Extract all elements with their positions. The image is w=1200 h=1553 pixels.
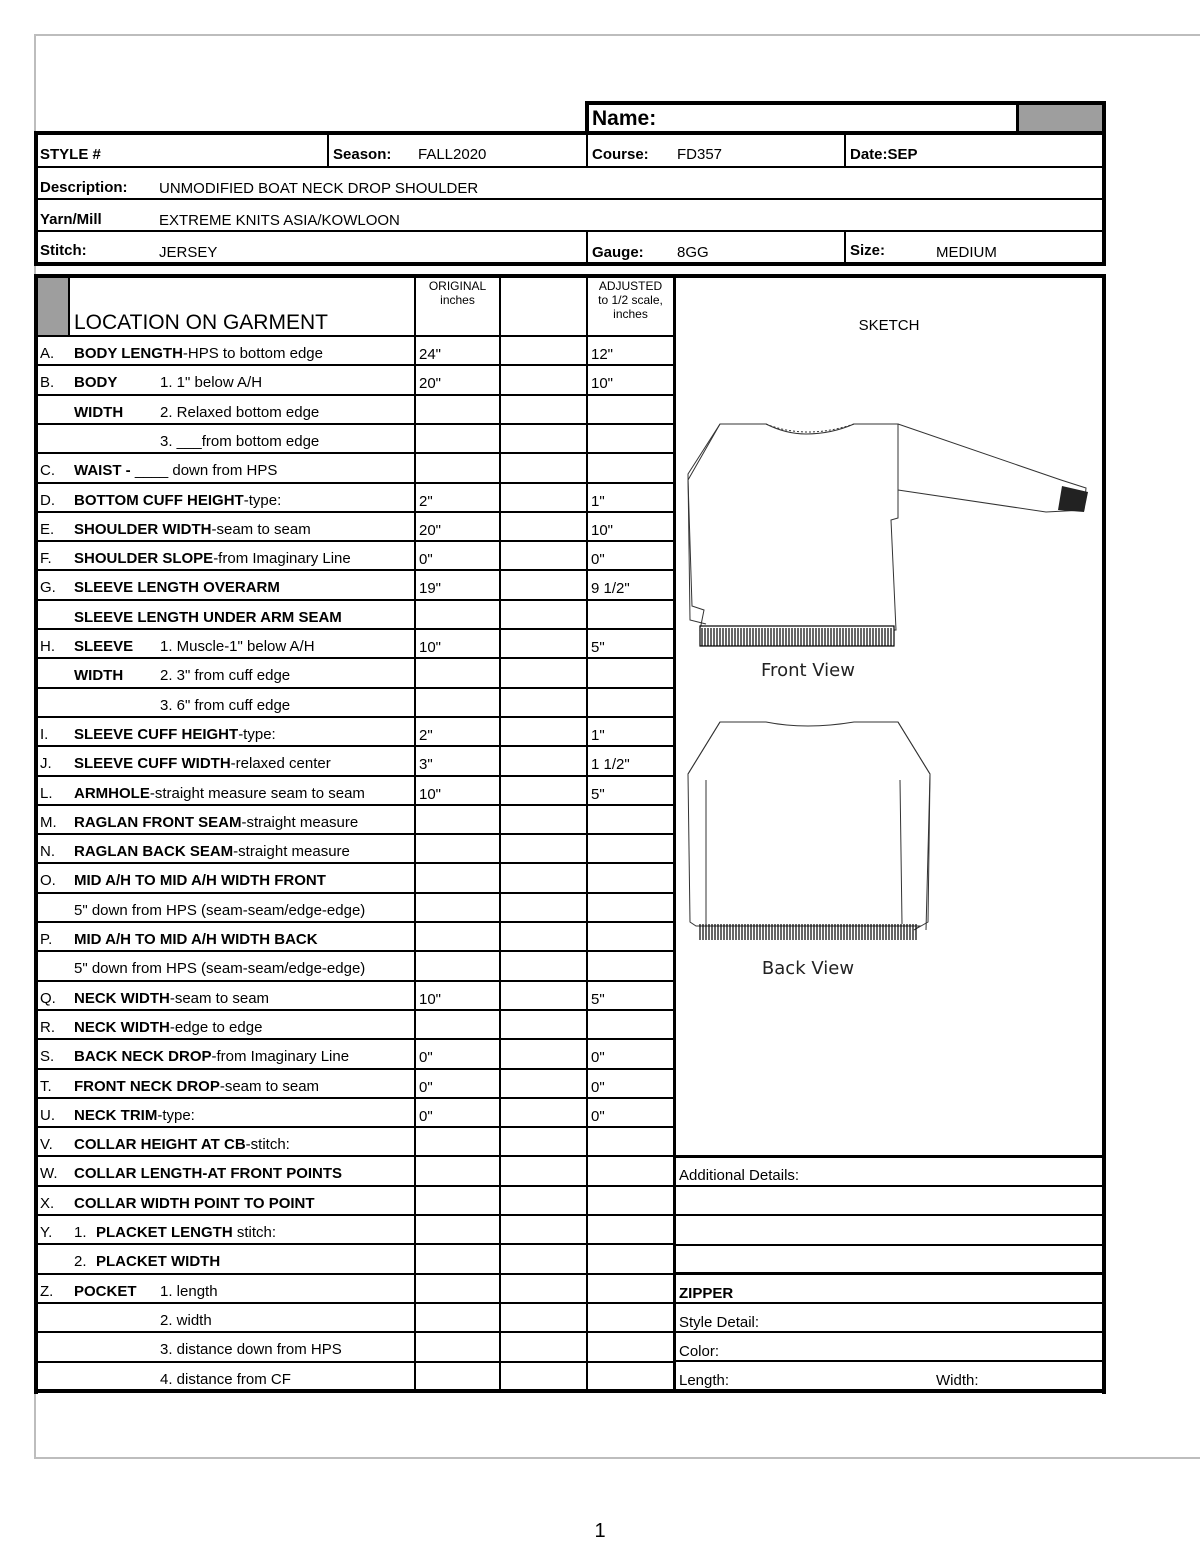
row-label [74,873,326,888]
row-detail: -HPS to bottom edge [182,345,323,362]
row-detail: -stitch: [245,1136,290,1154]
adjusted-header-2: to 1/2 scale, [598,293,663,307]
row-letter: D. [40,491,55,509]
original-value[interactable]: 2" [419,492,433,510]
row-letter: X. [40,1194,55,1212]
row-letter: Y. [40,1224,53,1241]
adjusted-value[interactable]: 9 1/2" [591,580,630,598]
row-label [74,1196,315,1211]
row-label [74,1020,262,1035]
row-bold-label: SHOULDER WIDTH [74,520,212,538]
row-label [74,844,350,859]
row-detail: ____ down from HPS [134,462,278,480]
row-label [74,991,269,1006]
row-detail: -straight measure [233,843,350,861]
size-label: Size: [850,242,886,259]
row-sub-label: 2. width [160,1311,212,1329]
row-bold-label: SLEEVE LENGTH UNDER ARM SEAM [74,608,342,626]
row-letter: L. [40,784,53,802]
row-detail: -edge to edge [169,1018,263,1036]
yarn-value: EXTREME KNITS ASIA/KOWLOON [159,212,400,229]
row-detail: -relaxed center [230,755,331,773]
row-bold-label: NECK WIDTH [74,1018,170,1036]
row-bold-label: SLEEVE CUFF WIDTH [74,755,231,773]
row-letter: Q. [40,989,56,1007]
row-detail: -seam to seam [211,520,311,538]
row-sub-label: 3. distance down from HPS [160,1341,342,1359]
original-header-1: ORIGINAL [428,279,487,293]
row-label [74,1166,342,1181]
row-letter: G. [40,579,56,597]
size-value: MEDIUM [936,244,997,261]
original-value[interactable]: 2" [419,726,433,744]
row-bold-label: WIDTH [74,403,124,421]
row-label [74,1079,319,1094]
row-sub-label: 1. 1" below A/H [160,374,263,392]
front-cuff-rib [1058,486,1088,512]
row-label [74,405,123,420]
name-label: Name: [592,107,657,130]
yarn-label: Yarn/Mill [40,211,102,228]
row-bold-label: BODY [74,374,118,392]
row-detail: -from Imaginary Line [211,1048,350,1066]
row-detail: -straight measure seam to seam [149,784,365,802]
row-label [74,903,365,918]
back-view-sketch [688,722,930,930]
row-detail: -type: [243,491,282,509]
location-header: LOCATION ON GARMENT [74,311,328,334]
front-view-label: Front View [761,660,855,681]
row-letter: C. [40,462,55,480]
row-label [74,1284,137,1299]
name-gray-box [1019,105,1102,133]
row-letter: B. [40,374,55,392]
row-letter: T. [40,1077,52,1095]
row-label [74,727,276,742]
adjusted-value[interactable]: 0" [591,551,605,569]
row-bold-label: PLACKET WIDTH [96,1253,221,1271]
row-letter: E. [40,520,55,538]
style-label: STYLE # [40,146,101,163]
adjusted-value[interactable]: 10" [591,375,614,393]
row-letter: N. [40,843,55,861]
row-label [74,815,358,830]
original-value[interactable]: 0" [419,1049,433,1067]
adjusted-value[interactable]: 0" [591,1049,605,1067]
adjusted-value[interactable]: 0" [591,1078,605,1096]
garment-sketch [676,340,1102,1000]
adjusted-value[interactable]: 5" [591,990,605,1008]
row-letter: V. [40,1136,53,1154]
season-label: Season: [333,146,392,163]
row-label [74,1049,349,1064]
row-bold-label: MID A/H TO MID A/H WIDTH FRONT [74,872,326,890]
adjusted-value[interactable]: 0" [591,1107,605,1125]
row-prefix: 2. [74,1253,87,1271]
row-label [74,961,365,976]
zipper-title: ZIPPER [679,1285,734,1302]
row-letter: I. [40,725,49,743]
row-label [74,580,280,595]
row-label [74,463,277,478]
back-view-label: Back View [761,958,855,979]
row-label [74,346,323,361]
row-prefix: 1. [74,1224,87,1241]
row-letter: M. [40,813,57,831]
original-value[interactable]: 10" [419,639,442,656]
row-bold-label: SLEEVE LENGTH OVERARM [74,579,280,597]
original-value[interactable]: 3" [419,756,433,774]
row-bold-label: RAGLAN FRONT SEAM [74,813,242,831]
front-view-sketch [688,424,1086,630]
row-bold-label: POCKET [74,1282,137,1300]
row-sub-label: 2. 3" from cuff edge [160,667,291,685]
row-sub-label: 4. distance from CF [160,1370,291,1388]
original-value[interactable]: 10" [419,990,442,1008]
row-label [74,668,123,683]
original-value[interactable]: 20" [419,375,442,393]
original-header-2: inches [440,293,475,307]
row-bold-label: BOTTOM CUFF HEIGHT [74,491,244,509]
stitch-label: Stitch: [40,242,87,259]
row-letter: S. [40,1048,55,1066]
row-sub-label: 2. Relaxed bottom edge [160,403,320,421]
adjusted-value[interactable]: 5" [591,785,605,803]
row-bold-label: COLLAR HEIGHT AT CB [74,1136,246,1154]
row-label [74,493,281,508]
row-letter: W. [40,1165,58,1183]
row-sub-label: 1. Muscle-1" below A/H [160,638,315,655]
course-label: Course: [592,146,649,163]
row-label [96,1225,276,1240]
gauge-value: 8GG [677,244,709,261]
row-bold-label: PLACKET LENGTH [96,1224,233,1241]
sketch-header: SKETCH [858,317,920,334]
page-number: 1 [594,1520,606,1542]
row-letter: P. [40,931,53,948]
row-detail: 5" down from HPS (seam-seam/edge-edge) [74,901,366,919]
gauge-label: Gauge: [592,244,644,261]
row-bold-label: MID A/H TO MID A/H WIDTH BACK [74,931,318,948]
row-detail: -seam to seam [219,1077,320,1095]
row-bold-label: FRONT NECK DROP [74,1077,220,1095]
row-label [74,756,331,771]
row-letter: F. [40,550,52,568]
location-gray-box [38,278,68,336]
original-value[interactable]: 0" [419,1107,433,1125]
row-letter: Z. [40,1282,54,1300]
row-letter: U. [40,1106,55,1124]
row-label [74,639,133,654]
row-bold-label: WAIST - [74,462,135,480]
row-letter: O. [40,872,56,890]
row-bold-label: WIDTH [74,667,124,685]
adjusted-value[interactable]: 5" [591,639,605,656]
row-label [74,551,351,566]
row-label [74,1108,195,1123]
adjusted-value[interactable]: 12" [591,346,614,363]
row-bold-label: NECK TRIM [74,1106,158,1124]
row-label [74,375,117,390]
row-letter: R. [40,1018,55,1036]
row-detail: -seam to seam [169,989,270,1007]
original-value[interactable]: 10" [419,785,442,803]
row-label [74,1137,290,1152]
stitch-value: JERSEY [159,244,218,261]
row-detail: stitch: [232,1224,277,1241]
row-sub-label: 1. length [160,1282,218,1300]
row-bold-label: ARMHOLE [74,784,150,802]
zipper-style-detail: Style Detail: [679,1314,760,1331]
description-label: Description: [40,179,128,196]
row-sub-label: 3. 6" from cuff edge [160,696,291,714]
original-value[interactable]: 0" [419,551,433,569]
row-detail: 5" down from HPS (seam-seam/edge-edge) [74,960,366,978]
description-value: UNMODIFIED BOAT NECK DROP SHOULDER [159,180,479,197]
row-bold-label: SLEEVE CUFF HEIGHT [74,725,239,743]
row-label [96,1254,220,1269]
course-value: FD357 [677,146,723,163]
row-label [74,610,342,625]
row-label [74,522,311,537]
zipper-length: Length: [679,1372,730,1389]
row-bold-label: NECK WIDTH [74,989,170,1007]
row-letter: A. [40,345,55,362]
row-bold-label: COLLAR WIDTH POINT TO POINT [74,1194,315,1212]
row-bold-label: RAGLAN BACK SEAM [74,843,234,861]
row-detail: -from Imaginary Line [213,550,351,568]
row-bold-label: SHOULDER SLOPE [74,550,214,568]
row-detail: -type: [238,725,276,743]
adjusted-value[interactable]: 1 1/2" [591,756,630,774]
date-label: Date:SEP [850,146,918,163]
season-value: FALL2020 [418,146,487,163]
adjusted-value[interactable]: 1" [591,726,605,744]
additional-details-label: Additional Details: [679,1167,800,1184]
row-bold-label: BACK NECK DROP [74,1048,212,1066]
adjusted-value[interactable]: 10" [591,521,614,539]
row-detail: -straight measure [241,813,359,831]
adjusted-header-3: inches [613,307,648,321]
row-label [74,932,318,947]
row-bold-label: COLLAR LENGTH-AT FRONT POINTS [74,1165,343,1183]
row-label [74,786,365,801]
original-value[interactable]: 0" [419,1078,433,1096]
adjusted-header-1: ADJUSTED [598,279,663,293]
row-detail: -type: [157,1106,195,1124]
row-letter: H. [40,638,55,655]
row-bold-label: SLEEVE [74,638,134,655]
zipper-color: Color: [679,1343,720,1360]
original-value[interactable]: 20" [419,521,442,539]
row-bold-label: BODY LENGTH [74,345,183,362]
original-value[interactable]: 19" [419,580,442,598]
row-letter: J. [40,755,52,773]
original-value[interactable]: 24" [419,346,442,363]
row-sub-label: 3. ___from bottom edge [160,432,320,450]
zipper-width: Width: [936,1372,979,1389]
adjusted-value[interactable]: 1" [591,492,605,510]
